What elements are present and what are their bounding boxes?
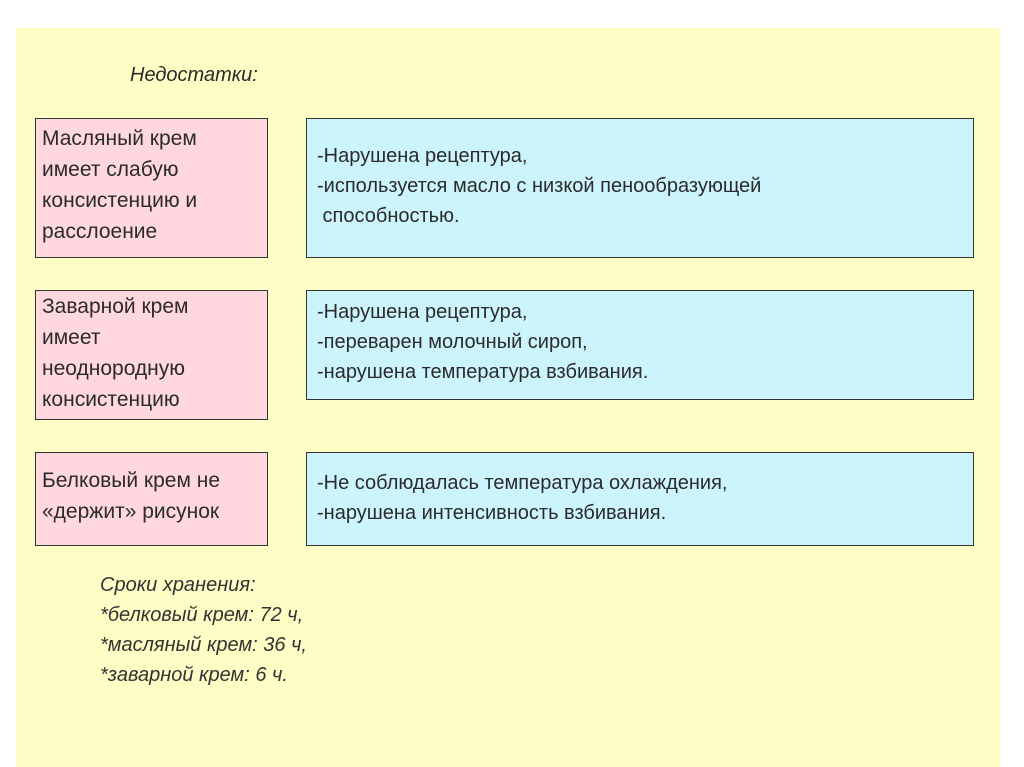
cause-line: -Нарушена рецептура,: [317, 145, 528, 167]
cause-box-3: [306, 452, 974, 546]
problem-line: консистенцию: [42, 388, 180, 411]
storage-item: *заварной крем: 6 ч.: [100, 664, 288, 686]
problem-box-1: [35, 118, 268, 258]
cause-line: -Не соблюдалась температура охлаждения,: [317, 472, 728, 494]
cause-line: -используется масло с низкой пенообразующей: [317, 175, 762, 197]
heading: Недостатки:: [130, 64, 258, 86]
problem-box-2: [35, 290, 268, 420]
problem-line: имеет слабую: [42, 158, 179, 181]
storage-item: *масляный крем: 36 ч,: [100, 634, 307, 656]
storage-title: Сроки хранения:: [100, 574, 256, 596]
problem-line: Масляный крем: [42, 127, 197, 150]
problem-line: расслоение: [42, 220, 158, 243]
storage-item: *белковый крем: 72 ч,: [100, 604, 304, 626]
problem-line: Белковый крем не: [42, 469, 221, 492]
cause-line: способностью.: [317, 205, 460, 227]
cause-line: -переварен молочный сироп,: [317, 331, 588, 353]
cause-box-2: [306, 290, 974, 400]
problem-line: Заварной крем: [42, 295, 189, 318]
problem-line: имеет: [42, 326, 101, 349]
problem-line: «держит» рисунок: [42, 500, 220, 523]
storage-section: [100, 570, 307, 690]
cause-line: -нарушена интенсивность взбивания.: [317, 502, 667, 524]
cause-line: -Нарушена рецептура,: [317, 301, 528, 323]
cause-box-1: [306, 118, 974, 258]
problem-line: консистенцию и: [42, 189, 198, 212]
cause-line: -нарушена температура взбивания.: [317, 361, 649, 383]
problem-box-3: [35, 452, 268, 546]
problem-line: неоднородную: [42, 357, 186, 380]
